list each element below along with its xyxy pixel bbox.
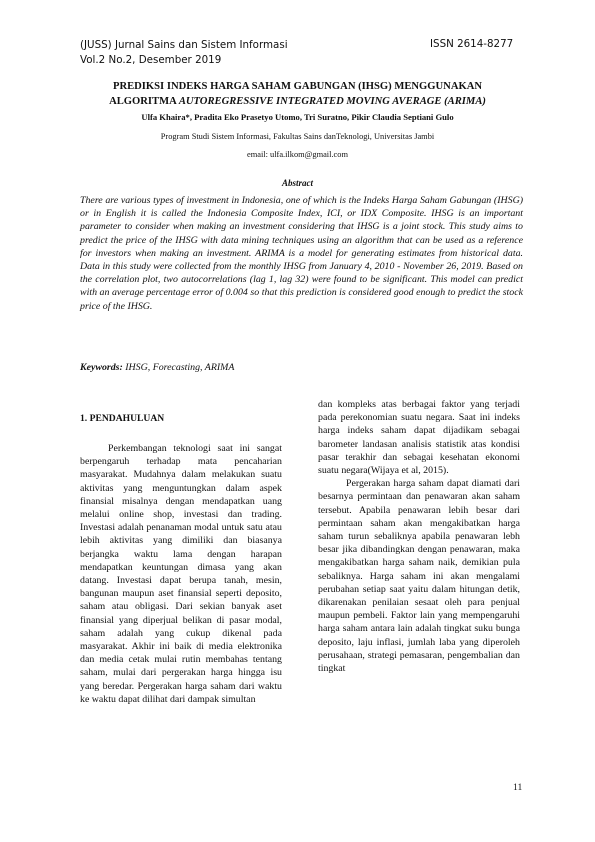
journal-volume: Vol.2 No.2, Desember 2019 xyxy=(80,53,222,66)
abstract-heading: Abstract xyxy=(281,178,313,188)
journal-header xyxy=(80,38,288,67)
body-paragraph: dan kompleks atas berbagai faktor yang terjadi pada perekonomian suatu negara. Saat ini indeks harga indeks saham dapat dijadikam sebagai barometer landasan analisis statistik atas kondisi pasar terakhir dan sebagai kesehatan ekonomi suatu negara(Wijaya et al, 2015). xyxy=(318,399,520,477)
keywords-label: Keywords: xyxy=(80,362,123,373)
keywords-value: IHSG, Forecasting, ARIMA xyxy=(122,362,235,373)
right-column xyxy=(318,398,520,675)
authors: Ulfa Khaira*, Pradita Eko Prasetyo Utomo, Tri Suratno, Pikir Claudia Septiani Gulo xyxy=(141,112,454,122)
issn: ISSN 2614-8277 xyxy=(430,38,514,50)
email: email: ulfa.ilkom@gmail.com xyxy=(247,150,348,159)
page-number: 11 xyxy=(513,782,523,793)
paper-title xyxy=(60,80,535,109)
affiliation: Program Studi Sistem Informasi, Fakultas Sains danTeknologi, Universitas Jambi xyxy=(160,132,435,141)
body-paragraph: Perkembangan teknologi saat ini sangat berpengaruh terhadap mata pencaharian masyarakat. Mudahnya dalam melakukan suatu aktivitas yang menguntungkan dalam aspek finansial misalnya dengan mendapatkan uang melalui online shop, investasi dan trading. Investasi adalah penanaman modal untuk satu atau lebih aktivitas yang dimiliki dan biasanya berjangka waktu lama dengan harapan mendapatkan keuntungan dimasa yang akan datang. Investasi dapat berupa tanah, mesin, bangunan maupun aset finansial seperti deposito, saham atau obligasi. Dari sekian banyak aset finansial yang diperjual belikan di pasar modal, saham adalah yang cukup dikenal pada masyarakat. Akhir ini baik di media elektronika dan media cetak mulai rutin membahas tentang saham, mulai dari pergerakan harga hingga isu yang beredar. Pergerakan harga saham dari waktu ke waktu dapat dilihat dari dampak simultan xyxy=(80,443,282,705)
journal-name: (JUSS) Jurnal Sains dan Sistem Informasi xyxy=(80,39,288,51)
title-line-2-normal: ALGORITMA xyxy=(109,95,179,107)
title-line-2-italic: AUTOREGRESSIVE INTEGRATED MOVING AVERAGE (ARIMA) xyxy=(178,95,486,107)
body-paragraph: Pergerakan harga saham dapat diamati dari besarnya permintaan dan penawaran akan saham tersebut. Apabila penawaran lebih besar dari permintaan saham akan mengakibatkan harga saham turun sebaliknya apabila penawaran lebh besar jika dibandingkan dengan penawaran, maka mengakibatkan harga saham naik, demikian pula sebaliknya. Harga saham ini akan mengalami perubahan setiap saat yaitu dalam hitungan detik, dikarenakan penilaian sesaat oleh para penjual maupun pembeli. Faktor lain yang mempengaruhi harga saham antara lain adalah tingkat suku bunga deposito, laju inflasi, jumlah laba yang diperoleh perusahaan, strategi pemasaran, pengembalian dan tingkat xyxy=(318,478,520,675)
keywords xyxy=(80,362,234,373)
left-column xyxy=(80,442,282,706)
section-heading: 1. PENDAHULUAN xyxy=(80,413,165,424)
abstract-text: There are various types of investment in Indonesia, one of which is the Indeks Harga Saham Gabungan (IHSG) or in English it is called the Indonesia Composite Index, ICI, or IDX Composite. IHSG is an important parameter to consider when making an investment considering that IHSG is a joint stock. This study aims to predict the price of the IHSG with data mining techniques using an algorithm that can be used as a reference for investors when making an investment. ARIMA is a model for generating estimates from historical data. Data in this study were collected from the monthly IHSG from January 4, 2010 - November 26, 2019. Based on the correlation plot, two autocorrelations (lag 1, lag 32) were found to be significant. This model can predict with an average percentage error of 0.004 so that this prediction is considered good enough to predict the stock price of the IHSG. xyxy=(80,195,523,312)
title-line-2 xyxy=(60,95,535,110)
title-line-1: PREDIKSI INDEKS HARGA SAHAM GABUNGAN (IHSG) MENGGUNAKAN xyxy=(112,81,483,92)
